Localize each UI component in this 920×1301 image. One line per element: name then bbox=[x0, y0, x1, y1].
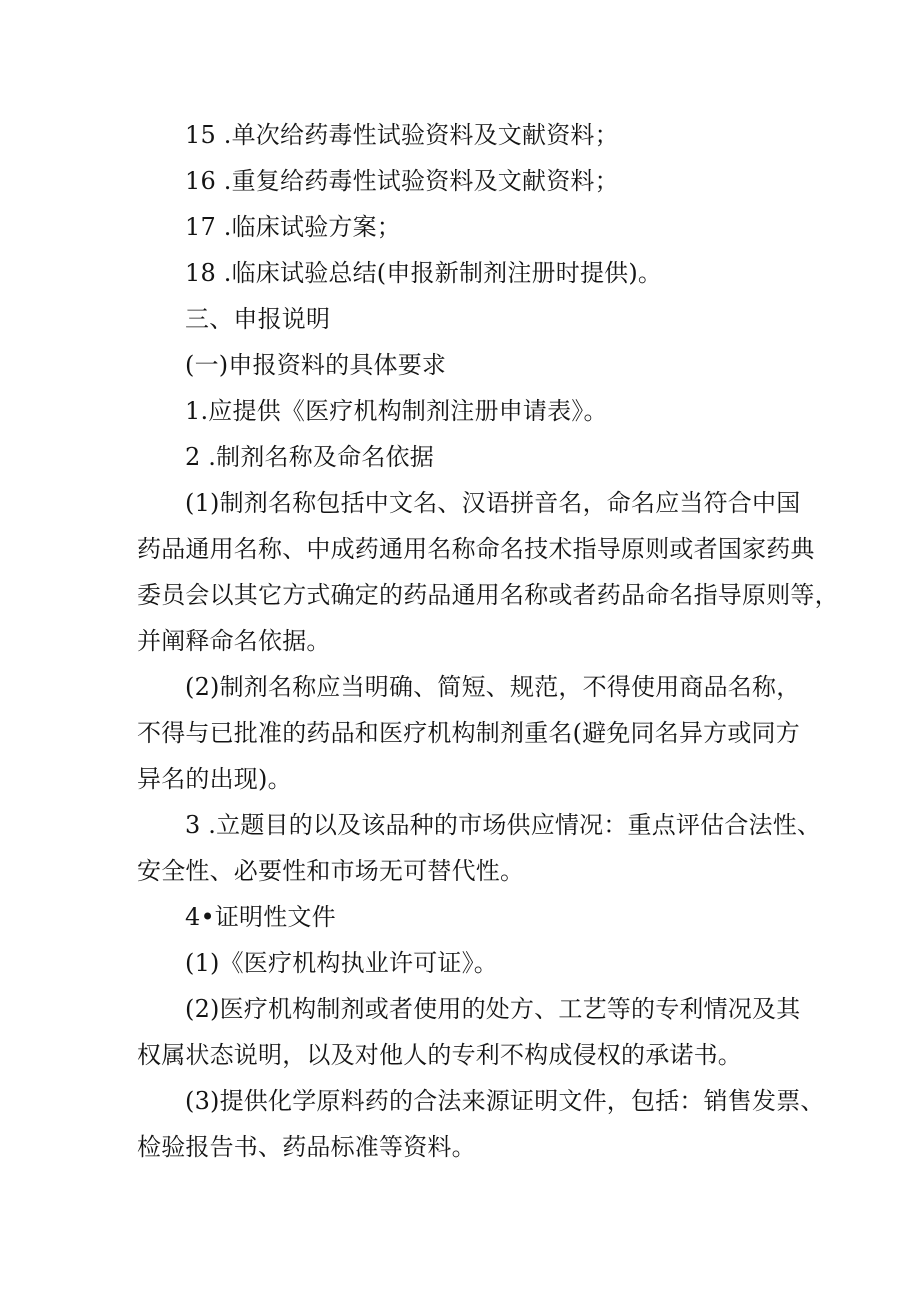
paragraph-line: 权属状态说明，以及对他人的专利不构成侵权的承诺书。 bbox=[137, 1041, 742, 1069]
paragraph-line: (3)提供化学原料药的合法来源证明文件，包括：销售发票、 bbox=[185, 1087, 825, 1115]
item-15-line: 15 .单次给药毒性试验资料及文献资料； bbox=[185, 121, 619, 149]
item-17-line: 17 .临床试验方案； bbox=[185, 213, 401, 241]
subsection-heading: (一)申报资料的具体要求 bbox=[185, 351, 447, 379]
paragraph-line: (1)《医疗机构执业许可证》。 bbox=[185, 949, 498, 977]
paragraph-line: 并阐释命名依据。 bbox=[137, 627, 331, 655]
paragraph-line: (2)制剂名称应当明确、简短、规范，不得使用商品名称， bbox=[185, 673, 801, 701]
paragraph-line: 药品通用名称、中成药通用名称命名技术指导原则或者国家药典 bbox=[137, 535, 815, 563]
item-16-line: 16 .重复给药毒性试验资料及文献资料； bbox=[185, 167, 619, 195]
paragraph-line: (1)制剂名称包括中文名、汉语拼音名，命名应当符合中国 bbox=[185, 489, 801, 517]
item-18-line: 18 .临床试验总结(申报新制剂注册时提供)。 bbox=[185, 259, 663, 287]
section-heading: 三、申报说明 bbox=[185, 305, 331, 333]
paragraph-line: 委员会以其它方式确定的药品通用名称或者药品命名指导原则等， bbox=[137, 581, 839, 609]
requirement-3-line: 3 .立题目的以及该品种的市场供应情况：重点评估合法性、 bbox=[185, 811, 822, 839]
paragraph-line: 异名的出现)。 bbox=[137, 765, 292, 793]
requirement-1-line: 1.应提供《医疗机构制剂注册申请表》。 bbox=[185, 397, 608, 425]
paragraph-line: 安全性、必要性和市场无可替代性。 bbox=[137, 857, 525, 885]
paragraph-line: 检验报告书、药品标准等资料。 bbox=[137, 1133, 476, 1161]
paragraph-line: (2)医疗机构制剂或者使用的处方、工艺等的专利情况及其 bbox=[185, 995, 801, 1023]
requirement-4-heading: 4•证明性文件 bbox=[185, 903, 336, 931]
requirement-2-heading: 2 .制剂名称及命名依据 bbox=[185, 443, 434, 471]
paragraph-line: 不得与已批准的药品和医疗机构制剂重名(避免同名异方或同方 bbox=[137, 719, 800, 747]
